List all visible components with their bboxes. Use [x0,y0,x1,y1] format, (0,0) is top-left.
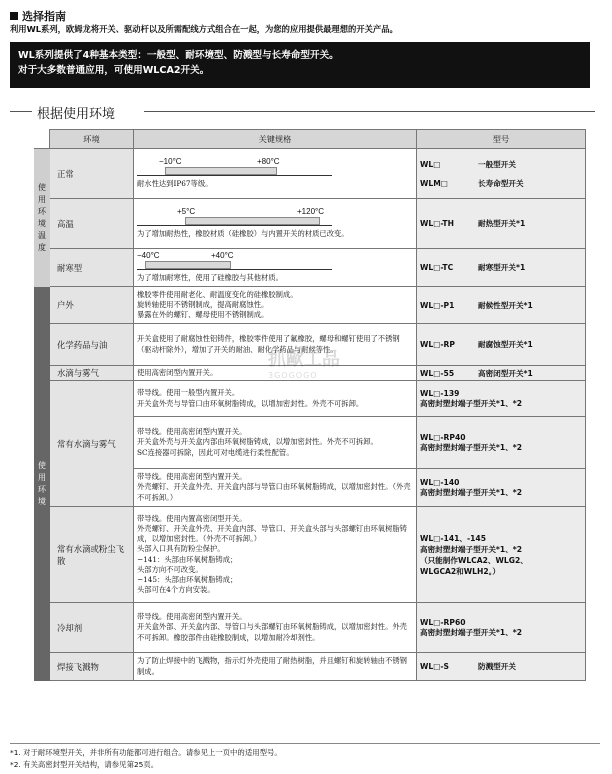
spec-text: 带导线。使用内置高密闭型开关。 外壳螺钉、开关盒外壳、开关盒内部、导管口、开关盒头部与头部螺钉由环氧树脂铸成，以增加密封性。（外壳不可拆卸。） 头部入口具有防粉尘保护。 −141：头部由环氧树脂铸成； 头部方向不可改变。 −145：头部由环氧树脂铸成； 头部可在4个方向安装。 [137,513,407,595]
model-name: 耐寒型开关*1 [478,263,526,272]
footnote-divider [10,743,600,744]
section-title: 根据使用环境 [37,107,116,122]
footnote-1: *1. 对于耐环境型开关，并非所有功能都可进行组合。请参见上一页中的适用型号。 [10,748,282,757]
footnote-2: *2. 有关高密封型开关结构，请参见第25页。 [10,760,159,769]
spec-text: 耐水性达到IP67等级。 [137,179,213,189]
spec-cell [134,469,417,507]
env-cell: 常有水滴或粉尘飞散 [50,507,134,603]
temp-bar [185,217,320,225]
temp-axis [137,269,332,270]
model-cell [417,366,586,381]
model-code: WL□-P1 [420,300,455,310]
table-row [35,249,586,287]
model-code: WLM□ [420,178,448,188]
spec-text: 带导线。使用高密闭型内置开关。 开关盒外部、开关盒内部、导管口与头部螺钉由环氧树脂铸成，以增加密封性。外壳不可拆卸。橡胶部件由硅橡胶制成，以增加耐冷却剂性。 [137,612,407,642]
spec-text: 橡胶零件使用耐老化、耐温度变化的硅橡胶制成。 旋转轴使用不锈钢制成，提高耐腐蚀性。 暴露在外的螺钉、螺母使用不锈钢制成。 [137,289,298,320]
model-code: WL□ [420,159,441,169]
env-cell: 冷却剂 [50,603,134,653]
env-cell: 正常 [50,149,134,199]
section-header [10,101,595,121]
guide-subtitle: 利用WL系列，欧姆龙将开关、驱动杆以及所需配线方式组合在一起，为您的应用提供最理想的开关产品。 [10,24,398,34]
model-code: WL□-RP40 [420,432,466,442]
temp-max: +40°C [211,251,234,261]
table-row [35,149,586,199]
model-cell [417,417,586,469]
model-name: 防溅型开关 [478,662,516,671]
model-cell [417,603,586,653]
guide-title: 选择指南 [22,10,66,23]
model-name: 高密封塑封端子型开关*1、*2 [420,627,523,637]
intro-line-2: 对于大多数普通应用，可使用WLCA2开关。 [18,65,210,76]
header-spec: 关键规格 [134,130,417,149]
watermark-sub: 3GOGOGO [268,371,318,380]
temp-min: −40°C [137,251,160,261]
temp-bar [165,167,277,175]
temp-range [137,207,332,227]
model-cell [417,381,586,417]
header-env: 环境 [50,130,134,149]
watermark-main: 抓歐工品 [268,349,340,370]
square-bullet-icon [10,12,18,20]
temp-max: +80°C [257,157,280,167]
model-code: WL□-TH [420,219,454,228]
temp-range [137,157,332,177]
spec-text: 带导线。使用高密闭型内置开关。 外壳螺钉、开关盒外壳、开关盒内部与导管口由环氧树脂铸成，以增加密封性。（外壳不可拆卸。） [137,472,411,502]
spec-cell [134,199,417,249]
env-cell: 化学药品与油 [50,324,134,366]
model-name: 高密封塑封端子型开关*1、*2 [420,487,523,497]
model-name: 长寿命型开关 [478,178,524,188]
model-note: （只能制作WLCA2、WLG2、 [420,555,528,565]
model-code: WL□-139 [420,388,460,398]
temp-range [137,251,332,271]
model-cell [417,199,586,249]
table-row [35,366,586,381]
table-row [35,653,586,681]
table-row [35,199,586,249]
model-cell [417,249,586,287]
model-code: WL□-140 [420,477,460,487]
model-cell [417,324,586,366]
table-row [35,507,586,603]
spec-cell [134,149,417,199]
spec-cell [134,287,417,324]
model-cell [417,507,586,603]
spec-cell [134,366,417,381]
table-header-row [35,130,586,149]
spec-cell [134,417,417,469]
intro-line-1: WL系列提供了4种基本类型：一般型、耐环境型、防溅型与长寿命型开关。 [18,50,339,61]
temp-axis [137,175,332,176]
model-name: 高密封塑封端子型开关*1、*2 [420,544,523,554]
model-code: WL□-55 [420,368,455,378]
model-name: 耐腐蚀型开关*1 [478,340,533,349]
guide-header [10,8,66,24]
model-name: 耐热型开关*1 [478,219,526,228]
model-code: WL□-RP [420,340,455,349]
model-name: 高密封塑封端子型开关*1、*2 [420,398,523,408]
header-model: 型号 [417,130,586,149]
model-cell [417,653,586,681]
temp-max: +120°C [297,207,324,217]
table-row [35,324,586,366]
table-row [35,603,586,653]
env-cell: 常有水滴与雾气 [50,381,134,507]
group-temperature: 使用环境温度 [35,149,50,287]
temp-min: −10°C [159,157,182,167]
temp-axis [137,225,332,226]
spec-text: 使用高密闭型内置开关。 [137,367,218,377]
model-cell [417,469,586,507]
model-code: WL□-S [420,662,450,671]
table-row [35,381,586,417]
env-cell: 高温 [50,199,134,249]
spec-cell [134,653,417,681]
group-environment: 使用环境 [35,287,50,681]
model-code: WL□-RP60 [420,617,466,627]
section-rule-right [144,111,595,112]
table-row [35,287,586,324]
env-cell: 耐寒型 [50,249,134,287]
section-rule-left [10,111,32,112]
spec-text: 带导线。使用高密闭型内置开关。 开关盒外壳与开关盒内部由环氧树脂铸成，以增加密封性。外壳不可拆卸。 SC连接器可拆除，因此可对电缆进行柔性配管。 [137,427,378,457]
intro-box [10,42,590,88]
spec-text: 为了增加耐寒性，使用了硅橡胶与其他材质。 [137,273,283,283]
model-note: WLGCA2和WLH2。） [420,566,501,576]
temp-min: +5°C [177,207,196,217]
spec-cell [134,381,417,417]
model-name: 高密封塑封端子型开关*1、*2 [420,442,523,452]
model-name: 高密闭型开关*1 [478,368,533,378]
spec-cell [134,249,417,287]
spec-cell [134,603,417,653]
spec-text: 为了防止焊接中的飞溅物，指示灯外壳使用了耐热树脂，并且螺钉和旋转轴由不锈钢制成。 [137,656,407,676]
model-name: 耐候性型开关*1 [478,300,533,310]
spec-cell [134,507,417,603]
model-name: 一般型开关 [478,159,516,169]
model-code: WL□-141、-145 [420,533,486,543]
env-cell: 焊接飞溅物 [50,653,134,681]
spec-text: 开关盒使用了耐腐蚀性铝铸件，橡胶零件使用了氟橡胶，螺母和螺钉使用了不锈钢（驱动杆除外），增加了开关的耐油、耐化学药品与耐候等性。 [137,334,400,354]
env-cell: 水滴与雾气 [50,366,134,381]
spec-text: 为了增加耐热性，橡胶材质（硅橡胶）与内置开关的材质已改变。 [137,229,349,239]
spec-cell [134,324,417,366]
spec-text: 带导线。使用一般型内置开关。 开关盒外壳与导管口由环氧树脂铸成，以增加密封性。外壳不可拆卸。 [137,388,364,408]
model-cell [417,149,586,199]
env-cell: 户外 [50,287,134,324]
model-code: WL□-TC [420,263,454,272]
temp-bar [145,261,231,269]
selection-table [34,129,586,681]
model-cell [417,287,586,324]
